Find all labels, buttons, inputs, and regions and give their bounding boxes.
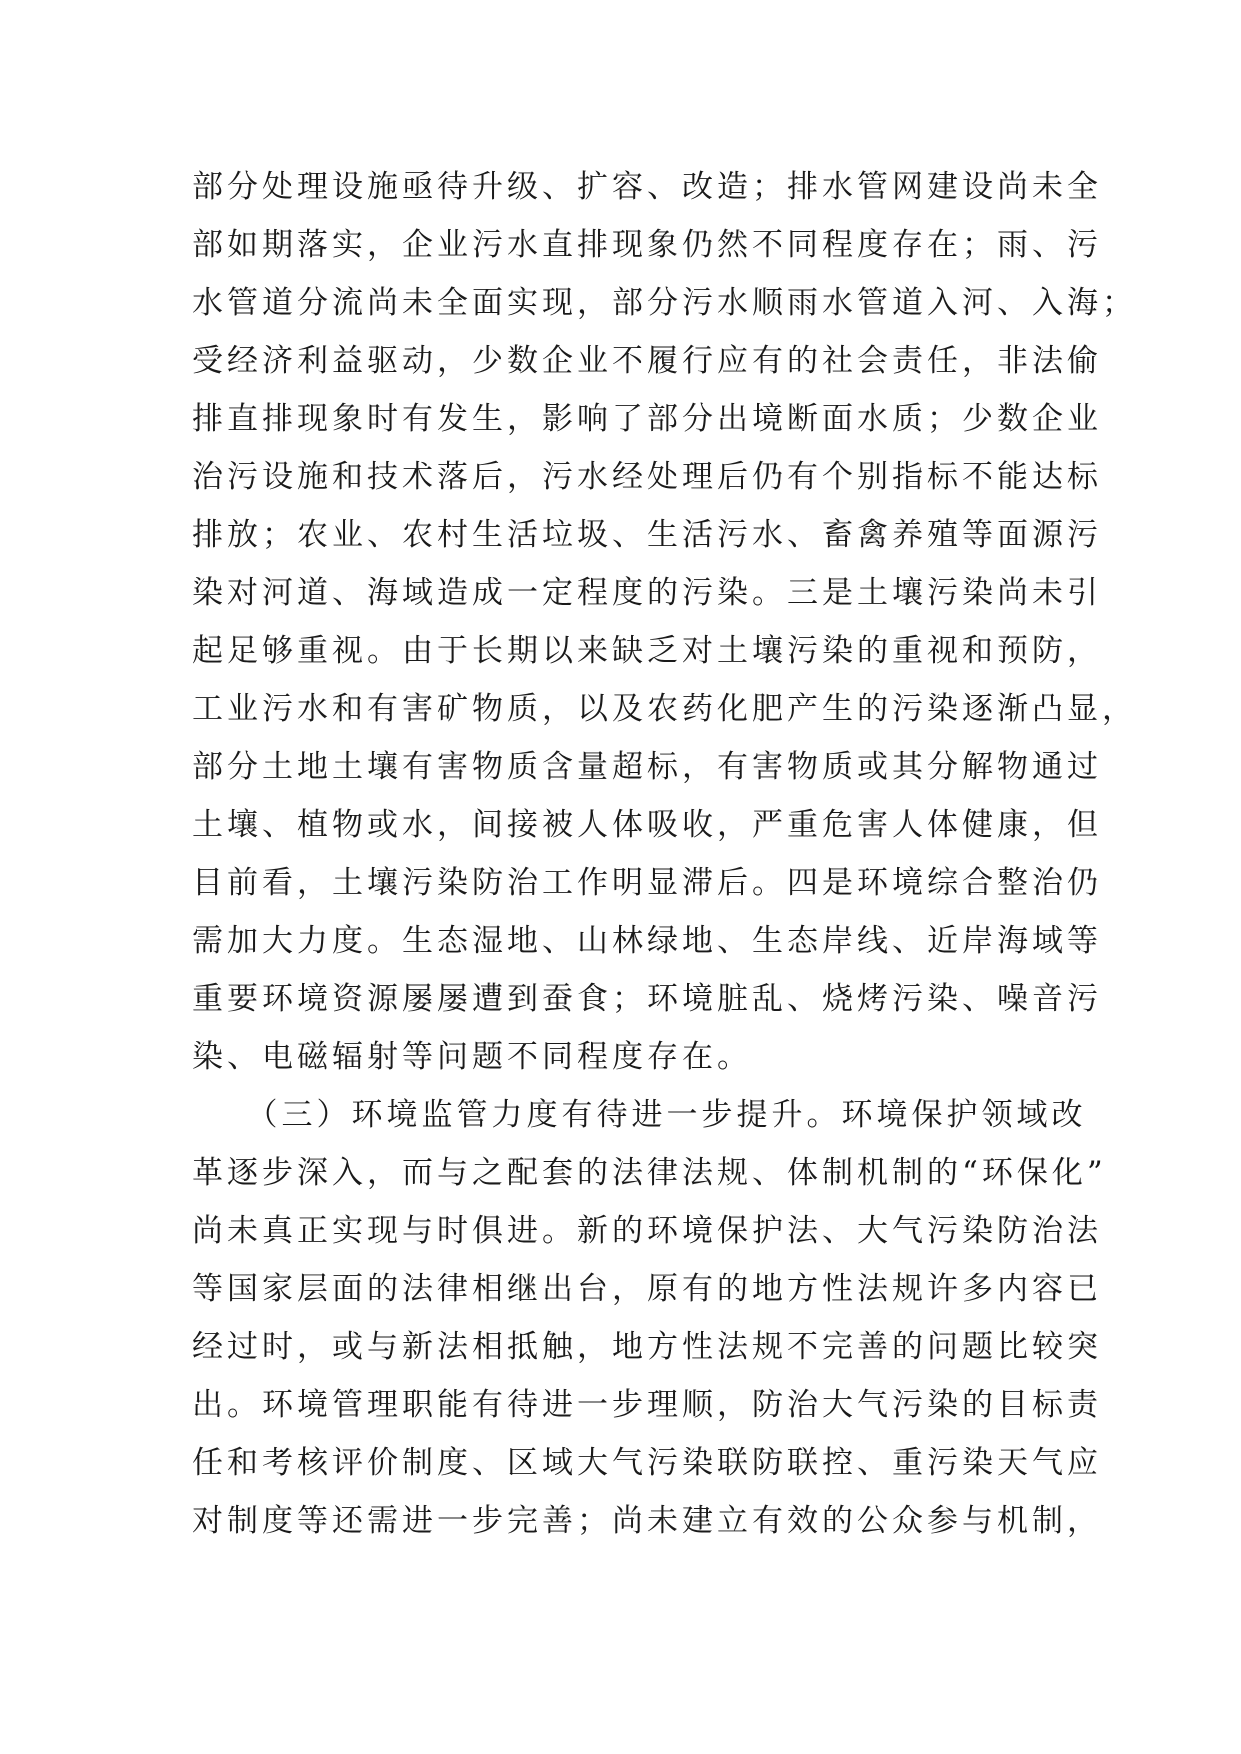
text-line: 重要环境资源屡屡遭到蚕食；环境脏乱、烧烤污染、噪音污 [192,981,1102,1017]
text-line: 受经济利益驱动，少数企业不履行应有的社会责任，非法偷 [192,343,1102,379]
section-heading-line: （三）环境监管力度有待进一步提升。环境保护领域改 [192,1097,1087,1133]
text-line: 出。环境管理职能有待进一步理顺，防治大气污染的目标责 [192,1387,1102,1423]
text-line: 排放；农业、农村生活垃圾、生活污水、畜禽养殖等面源污 [192,517,1102,553]
text-line: 目前看，土壤污染防治工作明显滞后。四是环境综合整治仍 [192,865,1102,901]
text-line: 土壤、植物或水，间接被人体吸收，严重危害人体健康，但 [192,807,1102,843]
text-line: 革逐步深入，而与之配套的法律法规、体制机制的“环保化” [192,1155,1107,1191]
body-text [192,158,1137,1550]
text-line: 染、电磁辐射等问题不同程度存在。 [192,1039,752,1075]
text-line: 水管道分流尚未全面实现，部分污水顺雨水管道入河、入海； [192,285,1137,321]
text-line: 治污设施和技术落后，污水经处理后仍有个别指标不能达标 [192,459,1102,495]
text-line: 任和考核评价制度、区域大气污染联防联控、重污染天气应 [192,1445,1102,1481]
text-line: 尚未真正实现与时俱进。新的环境保护法、大气污染防治法 [192,1213,1102,1249]
text-line: 染对河道、海域造成一定程度的污染。三是土壤污染尚未引 [192,575,1102,611]
text-line: 排直排现象时有发生，影响了部分出境断面水质；少数企业 [192,401,1102,437]
text-line: 等国家层面的法律相继出台，原有的地方性法规许多内容已 [192,1271,1102,1307]
text-line: 需加大力度。生态湿地、山林绿地、生态岸线、近岸海域等 [192,923,1102,959]
text-line: 对制度等还需进一步完善；尚未建立有效的公众参与机制， [192,1503,1102,1539]
text-line: 工业污水和有害矿物质，以及农药化肥产生的污染逐渐凸显， [192,691,1137,727]
text-line: 部分土地土壤有害物质含量超标，有害物质或其分解物通过 [192,749,1102,785]
text-line: 部分处理设施亟待升级、扩容、改造；排水管网建设尚未全 [192,169,1102,205]
text-line: 经过时，或与新法相抵触，地方性法规不完善的问题比较突 [192,1329,1102,1365]
text-line: 部如期落实，企业污水直排现象仍然不同程度存在；雨、污 [192,227,1102,263]
text-line: 起足够重视。由于长期以来缺乏对土壤污染的重视和预防， [192,633,1102,669]
